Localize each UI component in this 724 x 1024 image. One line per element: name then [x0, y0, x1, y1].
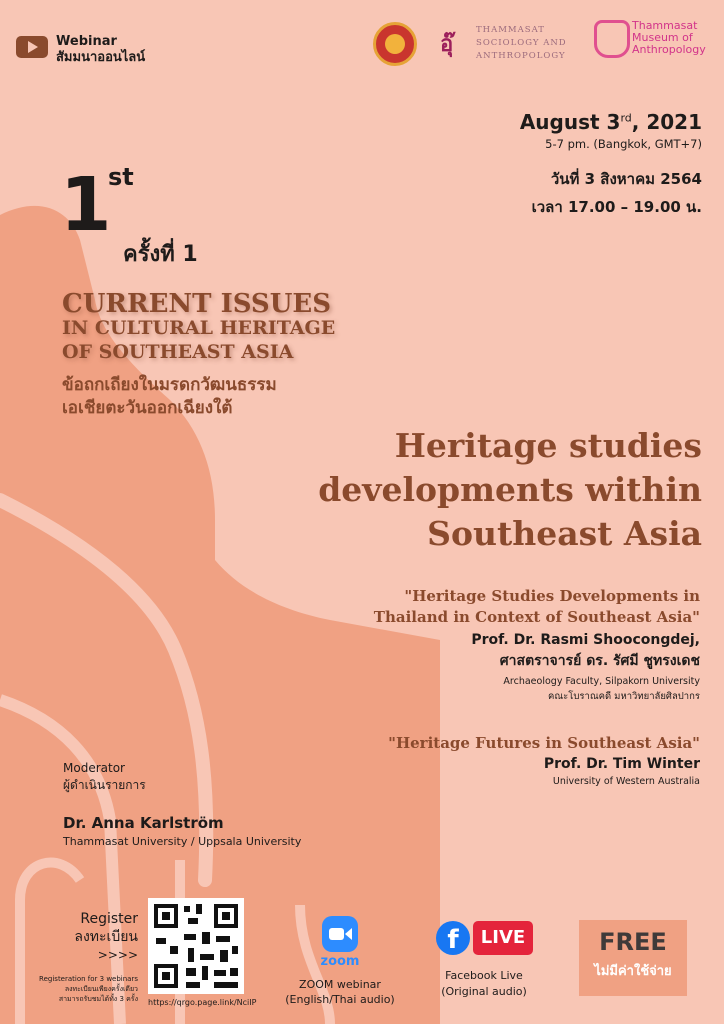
- register-note: [4, 974, 138, 1004]
- museum-mask-icon: [594, 20, 630, 58]
- talk-1: [280, 586, 700, 704]
- zoom-label-line1: ZOOM webinar: [299, 978, 381, 991]
- series-title-th-line1: ข้อถกเถียงในมรดกวัฒนธรรม: [62, 375, 277, 395]
- talk-1-title-line2: Thailand in Context of Southeast Asia": [373, 608, 700, 626]
- register-qr-code[interactable]: [148, 898, 244, 994]
- series-title-th-line2: เอเชียตะวันออกเฉียงใต้: [62, 398, 233, 418]
- register-label-en: Register: [80, 911, 138, 927]
- time-th: เวลา 17.00 – 19.00 น.: [531, 198, 702, 216]
- soc-anth-line2: SOCIOLOGY AND: [476, 38, 567, 48]
- webinar-label-th: สัมมนาออนไลน์: [56, 50, 146, 65]
- talk-2-affiliation: University of Western Australia: [552, 776, 700, 787]
- soc-anth-logo: [440, 22, 580, 66]
- talk-2-speaker: Prof. Dr. Tim Winter: [543, 756, 700, 772]
- moderator-label-en: Moderator: [63, 761, 125, 775]
- moderator-label-th: ผู้ดำเนินรายการ: [63, 778, 146, 792]
- zoom-label-line2: (English/Thai audio): [285, 993, 395, 1006]
- talk-1-speaker: Prof. Dr. Rasmi Shoocongdej,: [471, 632, 700, 648]
- soc-anth-line1: THAMMASAT: [476, 25, 545, 35]
- moderator-affiliation: Thammasat University / Uppsala University: [63, 835, 302, 848]
- museum-logo: [632, 20, 706, 56]
- live-badge: LIVE: [473, 921, 533, 955]
- webinar-label-en: Webinar: [56, 34, 117, 49]
- register-label: [4, 910, 138, 964]
- topic-title: [262, 424, 702, 556]
- talk-1-title-line1: "Heritage Studies Developments in: [404, 587, 700, 605]
- talk-2-title: "Heritage Futures in Southeast Asia": [388, 734, 700, 752]
- moderator-name: Dr. Anna Karlström: [63, 814, 224, 832]
- free-badge: [579, 920, 687, 996]
- soc-anth-line3: ANTHROPOLOGY: [476, 51, 566, 61]
- thammasat-seal-logo: [373, 22, 417, 66]
- register-arrows: >>>>: [97, 948, 138, 962]
- webinar-label: [56, 34, 145, 66]
- series-title-th: [62, 374, 277, 420]
- free-label: FREE: [599, 928, 667, 956]
- series-title: [62, 289, 362, 364]
- register-note-line1: Registeration for 3 webinars: [39, 975, 138, 983]
- series-title-line2: IN CULTURAL HERITAGE: [62, 317, 336, 339]
- zoom-label: [268, 977, 412, 1007]
- talk-1-affiliation-th: คณะโบราณคดี มหาวิทยาลัยศิลปากร: [547, 691, 700, 702]
- register-note-line2: ลงทะเบียนเพียงครั้งเดียว: [64, 985, 138, 993]
- free-label-th: ไม่มีค่าใช้จ่าย: [594, 964, 672, 979]
- series-number: 1: [60, 162, 112, 248]
- museum-line1: Thammasat: [632, 19, 698, 32]
- facebook-icon: f: [436, 921, 470, 955]
- series-title-line3: OF SOUTHEAST ASIA: [62, 341, 294, 363]
- topic-line1: Heritage studies: [394, 426, 702, 465]
- time-en: 5-7 pm. (Bangkok, GMT+7): [545, 137, 702, 151]
- talk-2: [280, 734, 700, 787]
- video-play-icon: [16, 36, 48, 58]
- soc-anth-mark: อุ๊: [440, 32, 454, 57]
- facebook-label-line2: (Original audio): [441, 985, 527, 998]
- register-note-line3: สามารถรับชมได้ทั้ง 3 ครั้ง: [58, 995, 138, 1003]
- museum-line3: Anthropology: [632, 43, 706, 56]
- zoom-camera-icon: [322, 916, 358, 952]
- topic-line2: developments within: [318, 470, 702, 509]
- topic-line3: Southeast Asia: [427, 514, 702, 553]
- talk-1-speaker-th: ศาสตราจารย์ ดร. รัศมี ชูทรงเดช: [499, 653, 700, 669]
- event-date: [402, 110, 702, 219]
- date-en: August 3rd, 2021: [519, 110, 702, 134]
- register-url[interactable]: https://qrgo.page.link/NciIP: [148, 998, 257, 1007]
- register-label-th: ลงทะเบียน: [74, 929, 138, 945]
- zoom-wordmark: zoom: [320, 954, 360, 969]
- museum-line2: Museum of: [632, 31, 693, 44]
- series-number-th: ครั้งที่ 1: [123, 242, 198, 267]
- facebook-label-line1: Facebook Live: [445, 969, 523, 982]
- series-title-line1: CURRENT ISSUES: [62, 289, 331, 319]
- moderator-label: [63, 760, 146, 794]
- date-th: วันที่ 3 สิงหาคม 2564: [550, 170, 702, 188]
- talk-1-affiliation: Archaeology Faculty, Silpakorn University: [503, 676, 700, 687]
- series-number-suffix: st: [108, 163, 134, 191]
- qr-code-icon: [148, 898, 244, 994]
- facebook-label: [420, 968, 548, 1000]
